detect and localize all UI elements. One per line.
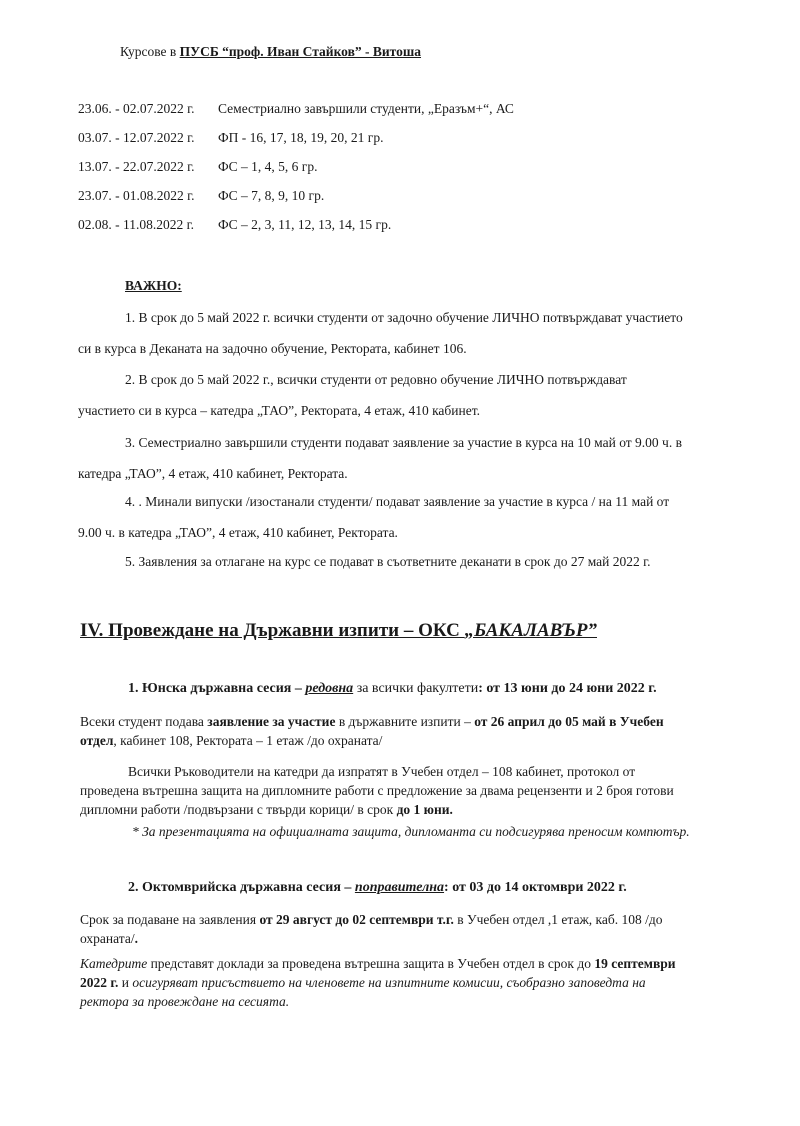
text-run: 19 септември <box>594 956 676 971</box>
schedule-desc: ФП - 16, 17, 18, 19, 20, 21 гр. <box>218 130 384 145</box>
schedule-row <box>78 188 678 208</box>
section-title <box>80 620 597 642</box>
header-title: ПУСБ “проф. Иван Стайков” - Витоша <box>179 44 422 59</box>
text-run: от 26 април до 05 май в Учебен <box>474 714 664 729</box>
schedule-desc: ФС – 1, 4, 5, 6 гр. <box>218 159 318 174</box>
paragraph-line: Всички Ръководители на катедри да изпратят в Учебен отдел – 108 кабинет, протокол от <box>128 764 636 779</box>
text-run: представят доклади за проведена вътрешна защита в Учебен отдел в срок до <box>147 956 595 971</box>
text-run: 2022 г. <box>80 975 119 990</box>
document-header <box>120 44 421 60</box>
text-run: ректора за провеждане на сесията. <box>80 994 290 1009</box>
paragraph-line <box>80 712 742 731</box>
october-title-part: 2. Октомврийска държавна сесия – <box>128 880 355 895</box>
important-heading: ВАЖНО: <box>125 278 182 293</box>
schedule-row <box>78 130 678 150</box>
text-run: , кабинет 108, Ректората – 1 етаж /до охраната/ <box>113 733 383 748</box>
schedule-row <box>78 159 678 179</box>
paragraph-line: проведена вътрешна защита на дипломните работи с предложение за двама рецензенти и 2 броя готови <box>80 783 674 798</box>
item-line: 3. Семестриално завършили студенти подават заявление за участие в курса на 10 май от 9.00 ч. в <box>125 435 682 450</box>
item-line: катедра „ТАО”, 4 етаж, 410 кабинет, Ректората. <box>78 466 348 481</box>
schedule-desc: ФС – 2, 3, 11, 12, 13, 14, 15 гр. <box>218 217 392 232</box>
paragraph-line <box>80 910 742 929</box>
text-run: и <box>118 975 133 990</box>
june-title-part: 1. Юнска държавна сесия – <box>128 681 306 696</box>
text-run: осигуряват присъствието на членовете на изпитните комисии, съобразно заповедта на <box>132 975 646 990</box>
laptop-note: * За презентацията на официалната защита, дипломанта си подсигурява преносим компютър. <box>132 824 690 839</box>
item-line: 2. В срок до 5 май 2022 г., всички студенти от редовно обучение ЛИЧНО потвърждават <box>125 372 627 387</box>
paragraph-line <box>80 954 742 973</box>
text-run: Катедрите <box>80 956 148 971</box>
october-departments-paragraph <box>80 954 742 1011</box>
schedule-desc: Семестриално завършили студенти, „Еразъм+“, АС <box>218 101 514 116</box>
schedule-date: 03.07. - 12.07.2022 г. <box>78 130 195 145</box>
october-title-corrective: поправителна <box>354 880 445 895</box>
important-item <box>78 427 728 489</box>
item-line: 1. В срок до 5 май 2022 г. всички студенти от задочно обучение ЛИЧНО потвърждават участието <box>125 310 683 325</box>
paragraph-line <box>80 929 742 948</box>
item-line: 5. Заявления за отлагане на курс се подават в съответните деканати в срок до 27 май 2022 г. <box>125 554 651 569</box>
text-run: от 29 август до 02 септември т.г. <box>259 912 454 927</box>
october-session-title <box>128 880 627 896</box>
paragraph-line <box>80 992 742 1011</box>
section-title-degree: „БАКАЛАВЪР” <box>464 620 597 641</box>
paragraph-line <box>80 800 742 819</box>
october-application-paragraph <box>80 910 742 948</box>
schedule-row <box>78 217 678 237</box>
item-line: участието си в курса – катедра „ТАО”, Ректората, 4 етаж, 410 кабинет. <box>78 403 480 418</box>
text-run: Всеки студент подава <box>80 714 208 729</box>
important-item <box>78 364 728 426</box>
june-protocol-paragraph <box>80 762 742 819</box>
text-run: в държавните изпити – <box>335 714 475 729</box>
text-run: в Учебен отдел ,1 етаж, каб. 108 /до <box>453 912 663 927</box>
june-title-part: за всички факултети <box>353 681 479 696</box>
june-title-dates: : от 13 юни до 24 юни 2022 г. <box>478 681 657 696</box>
item-line: 4. . Минали випуски /изостанали студенти/ подават заявление за участие в курса / на 11 май от <box>125 494 670 509</box>
item-line: си в курса в Деканата на задочно обучение, Ректората, кабинет 106. <box>78 341 467 356</box>
schedule-date: 23.06. - 02.07.2022 г. <box>78 101 195 116</box>
text-run: . <box>134 931 138 946</box>
text-run: отдел <box>80 733 114 748</box>
schedule-row <box>78 101 678 121</box>
paragraph-line <box>80 731 742 750</box>
june-title-regular: редовна <box>305 681 354 696</box>
october-title-dates: : от 03 до 14 октомври 2022 г. <box>444 880 627 895</box>
important-item <box>78 486 728 548</box>
important-item <box>78 302 728 364</box>
item-line: 9.00 ч. в катедра „ТАО”, 4 етаж, 410 кабинет, Ректората. <box>78 525 398 540</box>
schedule-date: 02.08. - 11.08.2022 г. <box>78 217 195 232</box>
schedule-desc: ФС – 7, 8, 9, 10 гр. <box>218 188 325 203</box>
header-prefix: Курсове в <box>120 44 177 59</box>
paragraph-line <box>80 973 742 992</box>
text-run: до 1 юни. <box>396 802 453 817</box>
section-title-text: IV. Провеждане на Държавни изпити – ОКС <box>80 620 465 641</box>
text-run: заявление за участие <box>207 714 336 729</box>
schedule-date: 13.07. - 22.07.2022 г. <box>78 159 195 174</box>
important-item <box>78 546 728 577</box>
text-run: дипломни работи /подвързани с твърди корици/ в срок <box>80 802 397 817</box>
june-session-title <box>128 681 657 697</box>
schedule-date: 23.07. - 01.08.2022 г. <box>78 188 195 203</box>
june-application-paragraph <box>80 712 742 750</box>
text-run: охраната/ <box>80 931 135 946</box>
text-run: Срок за подаване на заявления <box>80 912 260 927</box>
